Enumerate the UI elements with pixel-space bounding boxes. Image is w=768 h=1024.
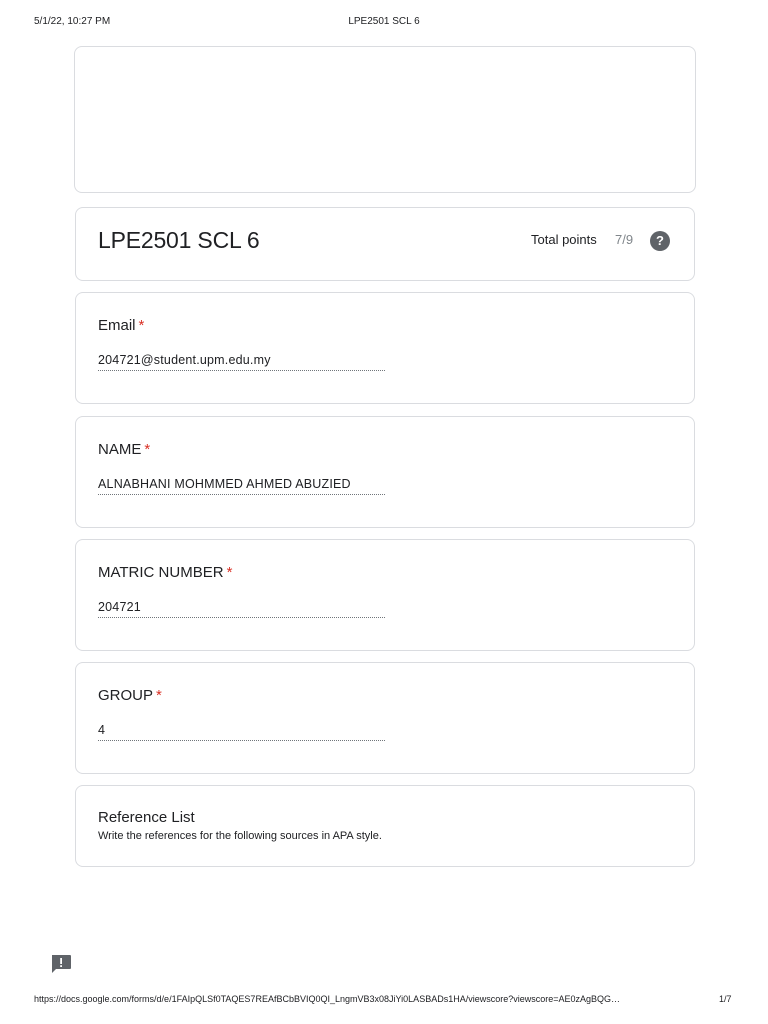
total-points-value: 7/9 (615, 232, 634, 247)
print-doc-title: LPE2501 SCL 6 (348, 16, 420, 27)
name-answer: ALNABHANI MOHMMED AHMED ABUZIED (98, 477, 385, 495)
question-label (98, 687, 162, 704)
section-card-reference-list (75, 785, 695, 867)
group-answer: 4 (98, 723, 385, 741)
print-header (0, 16, 768, 32)
section-title: Reference List (98, 809, 195, 826)
form-title: LPE2501 SCL 6 (98, 227, 260, 253)
question-label-text: MATRIC NUMBER (98, 564, 224, 581)
question-label-text: GROUP (98, 687, 154, 704)
question-card-matric-number (75, 539, 695, 651)
required-marker: * (144, 441, 151, 458)
form-title-card (75, 207, 695, 281)
question-label-text: Email (98, 317, 136, 334)
total-points-label: Total points (531, 232, 597, 247)
question-card-name (75, 416, 695, 528)
feedback-icon[interactable] (50, 954, 72, 974)
question-label (98, 317, 144, 334)
question-card-email (75, 292, 695, 404)
matric-number-answer: 204721 (98, 600, 385, 618)
required-marker: * (226, 564, 233, 581)
question-label-text: NAME (98, 441, 142, 458)
print-footer (0, 994, 768, 1008)
question-label (98, 441, 150, 458)
help-icon[interactable]: ? (650, 231, 670, 251)
print-url: https://docs.google.com/forms/d/e/1FAIpQLSf0TAQES7REAfBCbBVIQ0QI_LngmVB3x08JiYi0LASBADs1HA/viewscore?viewscore=AE0zAgBQG… (34, 994, 621, 1004)
feedback-icon-graphic (50, 954, 72, 974)
question-label (98, 564, 232, 581)
required-marker: * (138, 317, 145, 334)
email-answer: 204721@student.upm.edu.my (98, 353, 385, 371)
form-header-banner (74, 46, 696, 193)
print-datetime: 5/1/22, 10:27 PM (34, 16, 111, 27)
print-page-number: 1/7 (719, 994, 732, 1004)
required-marker: * (156, 687, 162, 704)
question-card-group (75, 662, 695, 774)
section-description: Write the references for the following sources in APA style. (98, 830, 382, 842)
